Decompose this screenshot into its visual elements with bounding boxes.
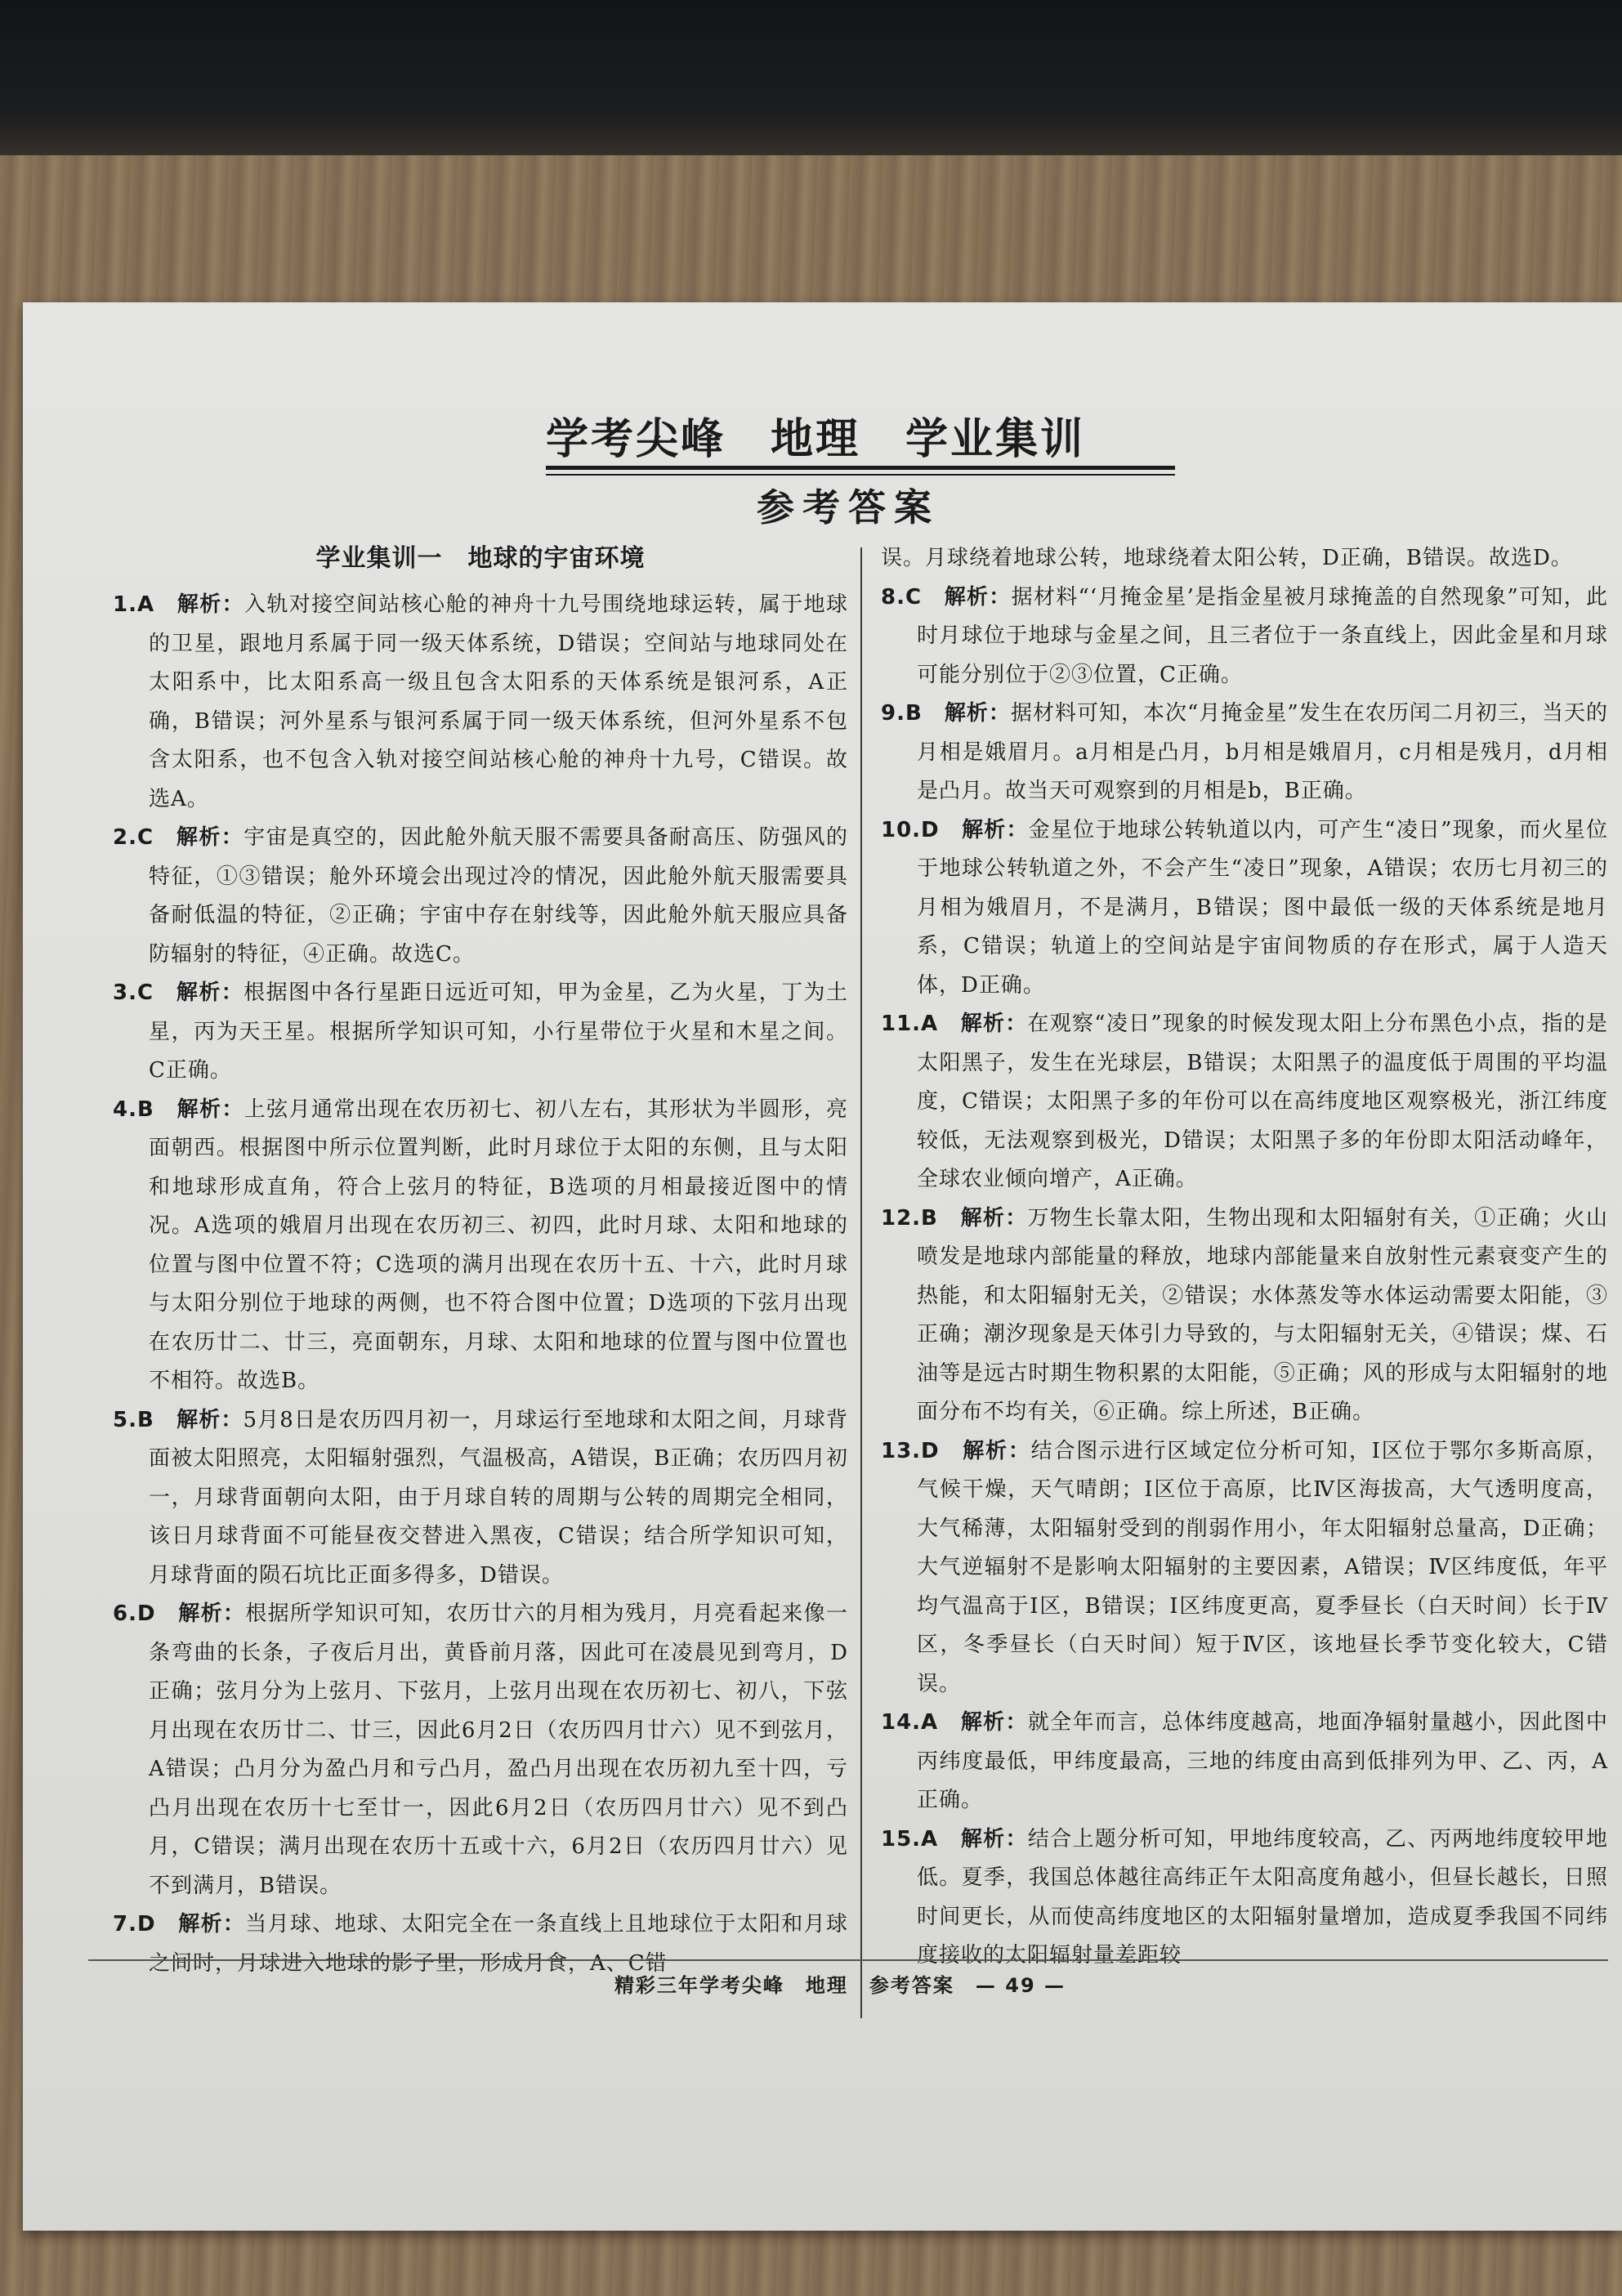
- column-divider: [860, 547, 862, 2018]
- dark-background-top: [0, 0, 1622, 163]
- answer-continuation: 误。月球绕着地球公转，地球绕着太阳公转，D正确，B错误。故选D。: [881, 546, 1573, 570]
- answer-item: 1.A 解析：入轨对接空间站核心舱的神舟十九号围绕地球运转，属于地球的卫星，跟地月系属于同一级天体系统，D错误；空间站与地球同处在太阳系中，比太阳系高一级且包含太阳系的天体系统是银河系，A正确，B错误；河外星系与银河系属于同一级天体系统，但河外星系不包含太阳系，也不包含入轨对接空间站核心舱的神舟十九号，C错误。故选A。: [113, 592, 848, 811]
- answer-item: 9.B 解析：据材料可知，本次“月掩金星”发生在农历闰二月初三，当天的月相是娥眉月。a月相是凸月，b月相是娥眉月，c月相是残月，d月相是凸月。故当天可观察到的月相是b，B正确。: [881, 701, 1608, 803]
- answer-item: 10.D 解析：金星位于地球公转轨道以内，可产生“凌日”现象，而火星位于地球公转轨道之外，不会产生“凌日”现象，A错误；农历七月初三的月相为娥眉月，不是满月，B错误；图中最低一级的天体系统是地月系，C错误；轨道上的空间站是宇宙间物质的存在形式，属于人造天体，D正确。: [881, 817, 1608, 998]
- answer-item: 14.A 解析：就全年而言，总体纬度越高，地面净辐射量越小，因此图中丙纬度最低，甲纬度最高，三地的纬度由高到低排列为甲、乙、丙，A正确。: [881, 1710, 1608, 1812]
- answer-sheet-page: [23, 302, 1622, 2231]
- answer-item: 3.C 解析：根据图中各行星距日远近可知，甲为金星，乙为火星，丁为土星，丙为天王星。根据所学知识可知，小行星带位于火星和木星之间。C正确。: [113, 980, 848, 1083]
- page-title: 学考尖峰 地理 学业集训: [545, 414, 1085, 464]
- answer-item: 4.B 解析：上弦月通常出现在农历初七、初八左右，其形状为半圆形，亮面朝西。根据图中所示位置判断，此时月球位于太阳的东侧，且与太阳和地球形成直角，符合上弦月的特征，B选项的月相最接近图中的情况。A选项的娥眉月出现在农历初三、初四，此时月球、太阳和地球的位置与图中位置不符；C选项的满月出现在农历十五、十六，此时月球与太阳分别位于地球的两侧，也不符合图中位置；D选项的下弦月出现在农历廿二、廿三，亮面朝东，月球、太阳和地球的位置与图中位置也不相符。故选B。: [113, 1097, 848, 1393]
- footer-rule: [88, 1959, 1608, 1961]
- answer-item: 8.C 解析：据材料“‘月掩金星’是指金星被月球掩盖的自然现象”可知，此时月球位于地球与金星之间，且三者位于一条直线上，因此金星和月球可能分别位于②③位置，C正确。: [881, 584, 1608, 687]
- answer-item: 2.C 解析：宇宙是真空的，因此舱外航天服不需要具备耐高压、防强风的特征，①③错误；舱外环境会出现过冷的情况，因此舱外航天服需要具备耐低温的特征，②正确；宇宙中存在射线等，因此舱外航天服应具备防辐射的特征，④正确。故选C。: [113, 825, 848, 967]
- section-title: 学业集训一 地球的宇宙环境: [315, 544, 646, 573]
- right-column: [881, 539, 1608, 1976]
- answer-item: 13.D 解析：结合图示进行区域定位分析可知，Ⅰ区位于鄂尔多斯高原，气候干燥，天气晴朗；Ⅰ区位于高原，比Ⅳ区海拔高，大气透明度高，大气稀薄，太阳辐射受到的削弱作用小，年太阳辐射总量高，D正确；大气逆辐射不是影响太阳辐射的主要因素，A错误；Ⅳ区纬度低，年平均气温高于Ⅰ区，B错误；Ⅰ区纬度更高，夏季昼长（白天时间）长于Ⅳ区，冬季昼长（白天时间）短于Ⅳ区，该地昼长季节变化较大，C错误。: [881, 1438, 1608, 1696]
- title-rule-thin: [546, 474, 1175, 476]
- answer-item: 6.D 解析：根据所学知识可知，农历廿六的月相为残月，月亮看起来像一条弯曲的长条，子夜后月出，黄昏前月落，因此可在凌晨见到弯月，D正确；弦月分为上弦月、下弦月，上弦月出现在农历初七、初八，下弦月出现在农历廿二、廿三，因此6月2日（农历四月廿六）见不到弦月，A错误；凸月分为盈凸月和亏凸月，盈凸月出现在农历初九至十四，亏凸月出现在农历十七至廿一，因此6月2日（农历四月廿六）见不到凸月，C错误；满月出现在农历十五或十六，6月2日（农历四月廿六）见不到满月，B错误。: [113, 1601, 848, 1898]
- page-footer: 精彩三年学考尖峰 地理 参考答案 — 49 —: [614, 1974, 1066, 1997]
- answer-item: 11.A 解析：在观察“凌日”现象的时候发现太阳上分布黑色小点，指的是太阳黑子，发生在光球层，B错误；太阳黑子的温度低于周围的平均温度，C错误；太阳黑子多的年份可以在高纬度地区观察极光，浙江纬度较低，无法观察到极光，D错误；太阳黑子多的年份即太阳活动峰年，全球农业倾向增产，A正确。: [881, 1012, 1608, 1191]
- left-column: [113, 539, 848, 1983]
- title-rule: [546, 466, 1175, 470]
- page-subtitle: 参考答案: [757, 485, 940, 529]
- answer-item: 12.B 解析：万物生长靠太阳，生物出现和太阳辐射有关，①正确；火山喷发是地球内部能量的释放，地球内部能量来自放射性元素衰变产生的热能，和太阳辐射无关，②错误；水体蒸发等水体运动需要太阳能，③正确；潮汐现象是天体引力导致的，与太阳辐射无关，④错误；煤、石油等是远古时期生物积累的太阳能，⑤正确；风的形成与太阳辐射的地面分布不均有关，⑥正确。综上所述，B正确。: [881, 1205, 1608, 1424]
- answer-item: 7.D 解析：当月球、地球、太阳完全在一条直线上且地球位于太阳和月球之间时，月球进入地球的影子里，形成月食，A、C错: [113, 1912, 848, 1976]
- answer-item: 5.B 解析：5月8日是农历四月初一，月球运行至地球和太阳之间，月球背面被太阳照亮，太阳辐射强烈，气温极高，A错误，B正确；农历四月初一，月球背面朝向太阳，由于月球自转的周期与公转的周期完全相同，该日月球背面不可能昼夜交替进入黑夜，C错误；结合所学知识可知，月球背面的陨石坑比正面多得多，D错误。: [113, 1407, 848, 1588]
- answer-item: 15.A 解析：结合上题分析可知，甲地纬度较高，乙、丙两地纬度较甲地低。夏季，我国总体越往高纬正午太阳高度角越小，但昼长越长，日照时间更长，从而使高纬度地区的太阳辐射量增加，造成夏季我国不同纬度接收的太阳辐射量差距较: [881, 1826, 1608, 1968]
